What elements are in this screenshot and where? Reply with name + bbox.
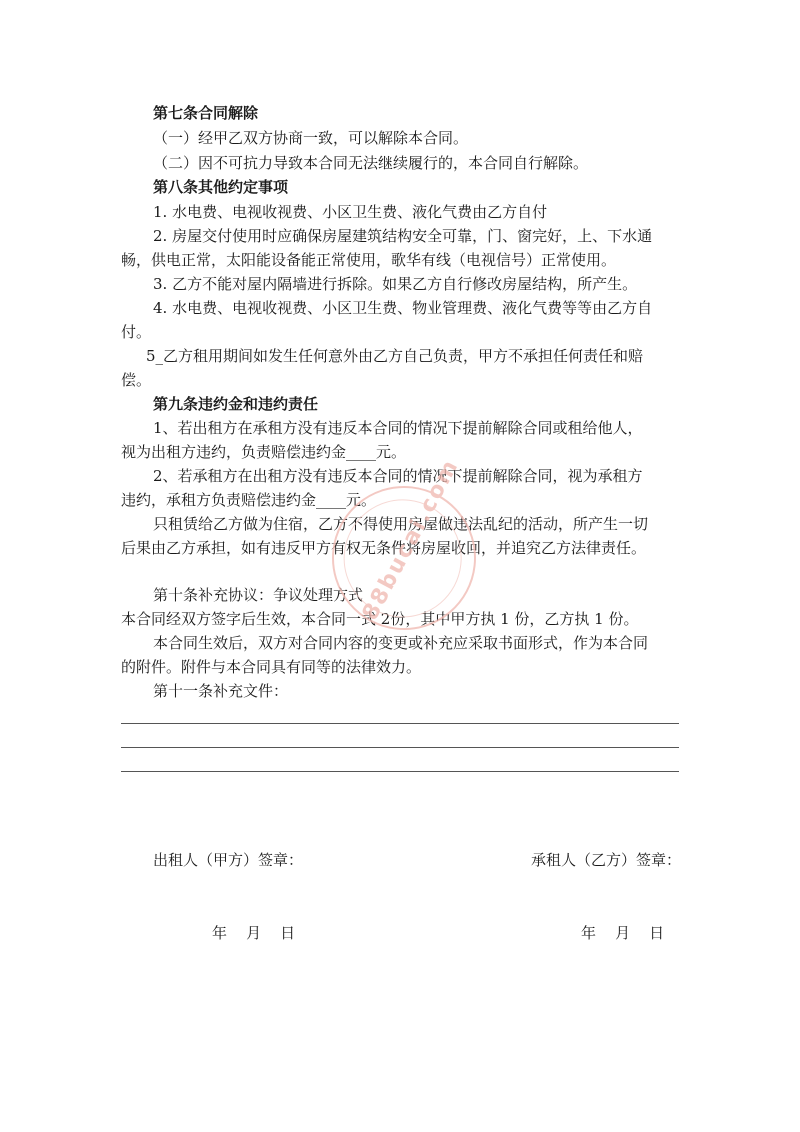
- lessor-signature-label: 出租人（甲方）签章：: [153, 851, 304, 869]
- article-11-heading: 第十一条补充文件：: [153, 682, 289, 700]
- lessee-signature-label: 承租人（乙方）签章：: [531, 851, 682, 869]
- article-8-item-4-line-2: 付。: [121, 323, 152, 341]
- watermark-text: 88bucai.com: [357, 454, 464, 625]
- blank-line-1: [121, 723, 679, 724]
- article-7-heading: 第七条合同解除: [153, 104, 259, 122]
- article-7-clause-1: （一）经甲乙双方协商一致，可以解除本合同。: [153, 129, 469, 147]
- article-8-item-4-line-1: 4. 水电费、电视收视费、小区卫生费、物业管理费、液化气费等等由乙方自: [153, 299, 653, 317]
- article-10-clause-2-line-2: 的附件。附件与本合同具有同等的法律效力。: [121, 658, 422, 676]
- article-10-heading: 第十条补充协议：争议处理方式: [153, 586, 364, 604]
- article-10-clause-1: 本合同经双方签字后生效，本合同一式 2份，其中甲方执 1 份，乙方执 1 份。: [121, 610, 639, 628]
- blank-line-3: [121, 771, 679, 772]
- article-8-item-2-line-2: 畅，供电正常，太阳能设备能正常使用，歌华有线（电视信号）正常使用。: [121, 251, 617, 269]
- article-8-heading: 第八条其他约定事项: [153, 178, 289, 196]
- article-8-item-5-line-2: 偿。: [121, 371, 152, 389]
- article-9-clause-2-line-1: 2、若承租方在出租方没有违反本合同的情况下提前解除合同，视为承租方: [153, 467, 643, 485]
- article-8-item-5-line-1: 5_乙方租用期间如发生任何意外由乙方自己负责，甲方不承担任何责任和赔: [146, 347, 644, 365]
- article-9-clause-3-line-1: 只租赁给乙方做为住宿，乙方不得使用房屋做违法乱纪的活动，所产生一切: [153, 515, 649, 533]
- article-9-clause-2-line-2: 违约，承租方负责赔偿违约金____元。: [121, 491, 377, 509]
- article-9-clause-3-line-2: 后果由乙方承担，如有违反甲方有权无条件将房屋收回，并追究乙方法律责任。: [121, 539, 647, 557]
- article-9-heading: 第九条违约金和违约责任: [153, 395, 319, 413]
- blank-line-2: [121, 747, 679, 748]
- lessee-date: 年 月 日: [581, 924, 665, 942]
- article-9-clause-1-line-1: 1、若出租方在承租方没有违反本合同的情况下提前解除合同或租给他人，: [153, 419, 643, 437]
- article-8-item-1: 1. 水电费、电视收视费、小区卫生费、液化气费由乙方自付: [153, 203, 548, 221]
- article-8-item-3: 3. 乙方不能对屋内隔墙进行拆除。如果乙方自行修改房屋结构，所产生。: [153, 275, 638, 293]
- article-9-clause-1-line-2: 视为出租方违约，负责赔偿违约金____元。: [121, 443, 407, 461]
- lessor-date: 年 月 日: [212, 924, 296, 942]
- article-10-clause-2-line-1: 本合同生效后，双方对合同内容的变更或补充应采取书面形式，作为本合同: [153, 634, 649, 652]
- article-8-item-2-line-1: 2. 房屋交付使用时应确保房屋建筑结构安全可靠，门、窗完好，上、下水通: [153, 227, 653, 245]
- article-7-clause-2: （二）因不可抗力导致本合同无法继续履行的，本合同自行解除。: [153, 154, 589, 172]
